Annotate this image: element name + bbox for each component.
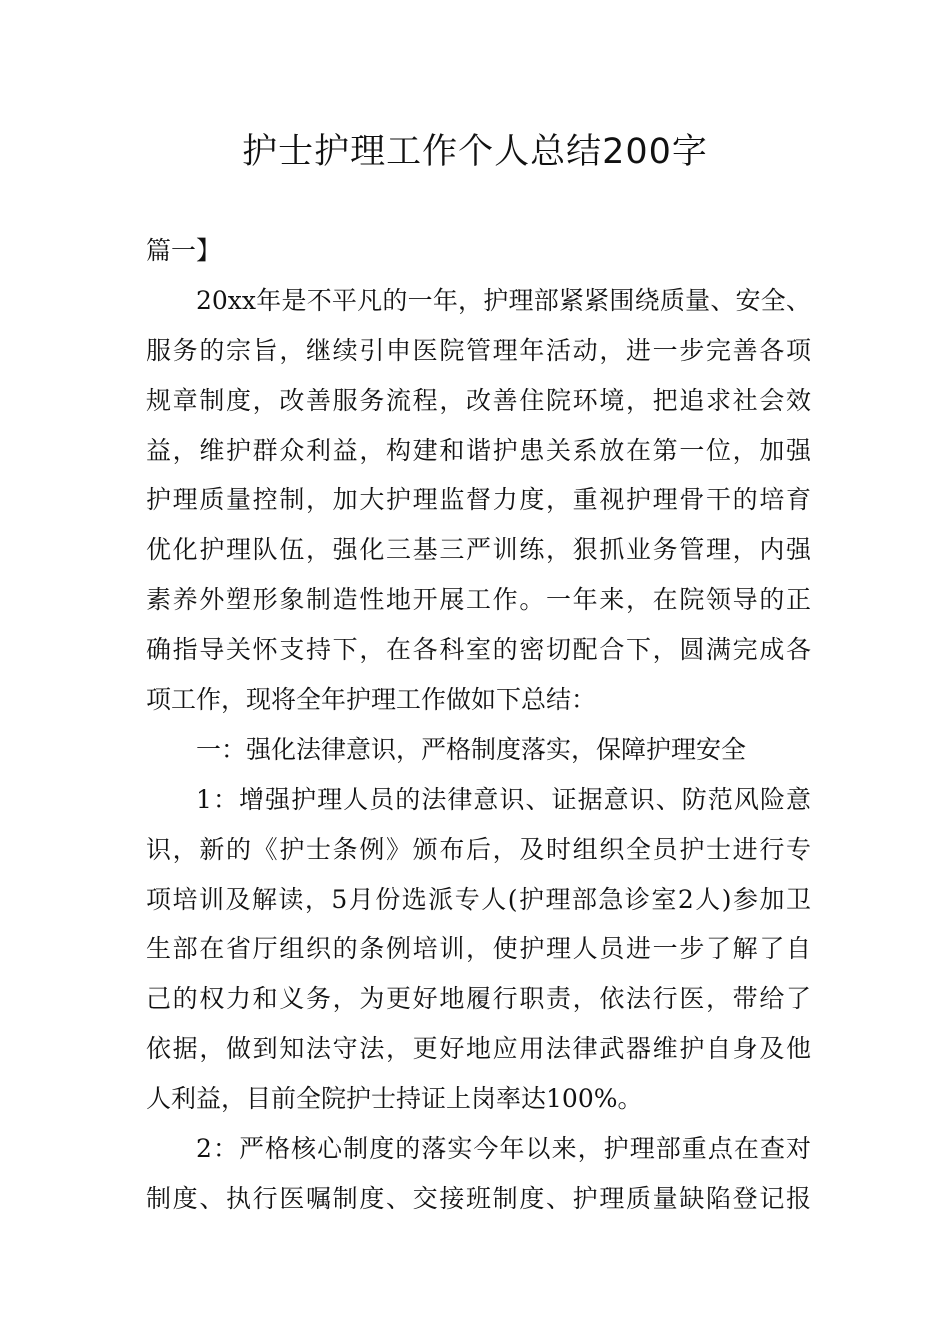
paragraph-line: 护理质量控制，加大护理监督力度，重视护理骨干的培育 bbox=[146, 485, 811, 515]
paragraph-line: 确指导关怀支持下，在各科室的密切配合下，圆满完成各 bbox=[146, 635, 811, 665]
paragraph-line: 项培训及解读，5月份选派专人(护理部急诊室2人)参加卫 bbox=[146, 884, 811, 914]
paragraph-line: 生部在省厅组织的条例培训，使护理人员进一步了解了自 bbox=[146, 934, 811, 964]
paragraph-line: 优化护理队伍，强化三基三严训练，狠抓业务管理，内强 bbox=[146, 535, 811, 565]
paragraph-line: 规章制度，改善服务流程，改善住院环境，把追求社会效 bbox=[146, 385, 811, 415]
paragraph-line: 依据，做到知法守法，更好地应用法律武器维护自身及他 bbox=[146, 1034, 811, 1064]
paragraph-line: 20xx年是不平凡的一年，护理部紧紧围绕质量、安全、 bbox=[196, 285, 811, 315]
document-title: 护士护理工作个人总结200字 bbox=[242, 132, 708, 172]
paragraph-line: 制度、执行医嘱制度、交接班制度、护理质量缺陷登记报 bbox=[146, 1183, 811, 1213]
section-heading: 篇一】 bbox=[146, 236, 222, 265]
paragraph-line: 己的权力和义务，为更好地履行职责，依法行医，带给了 bbox=[146, 984, 811, 1014]
paragraph-line: 服务的宗旨，继续引申医院管理年活动，进一步完善各项 bbox=[146, 335, 811, 365]
paragraph-line: 1：增强护理人员的法律意识、证据意识、防范风险意 bbox=[196, 784, 811, 814]
paragraph-line: 人利益，目前全院护士持证上岗率达100%。 bbox=[146, 1084, 643, 1114]
paragraph-line: 项工作，现将全年护理工作做如下总结： bbox=[146, 685, 597, 715]
paragraph-line: 益，维护群众利益，构建和谐护患关系放在第一位，加强 bbox=[146, 435, 811, 465]
subheading-line: 一：强化法律意识，严格制度落实，保障护理安全 bbox=[196, 734, 747, 764]
paragraph-line: 2：严格核心制度的落实今年以来，护理部重点在查对 bbox=[196, 1134, 811, 1164]
document-body bbox=[146, 226, 811, 1224]
paragraph-line: 素养外塑形象制造性地开展工作。一年来，在院领导的正 bbox=[146, 585, 811, 615]
paragraph-line: 识，新的《护士条例》颁布后，及时组织全员护士进行专 bbox=[146, 834, 811, 864]
